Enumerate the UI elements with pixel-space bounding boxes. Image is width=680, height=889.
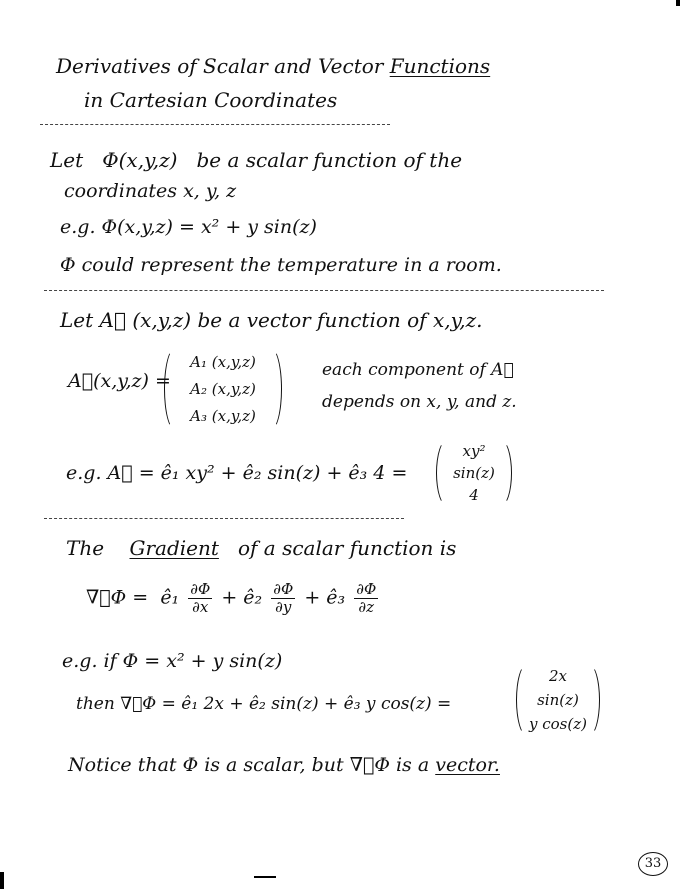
title-line-1-text: Derivatives of Scalar and Vector bbox=[56, 54, 384, 78]
temperature-note: Φ could represent the temperature in a room. bbox=[60, 254, 502, 276]
partial-x: ∂x bbox=[192, 598, 209, 616]
unit-vector-e2: + ê₂ bbox=[221, 586, 263, 609]
component-a1: A₁ (x,y,z) bbox=[190, 352, 256, 371]
vector-definition-line: Let A⃗ (x,y,z) be a vector function of x,y,z. bbox=[60, 308, 483, 332]
partial-y-fraction bbox=[271, 582, 295, 615]
partial-z: ∂z bbox=[358, 598, 375, 616]
gradient-example-column bbox=[516, 664, 600, 736]
gradient-formula bbox=[86, 582, 381, 615]
gradient-definition-rest: of a scalar function is bbox=[238, 536, 457, 560]
example-entry-2: sin(z) bbox=[453, 464, 495, 482]
divider bbox=[44, 518, 404, 519]
vector-components-column bbox=[164, 348, 282, 430]
notice-line bbox=[68, 756, 500, 775]
vector-word: vector. bbox=[435, 754, 500, 776]
gradient-word: Gradient bbox=[129, 536, 219, 560]
scalar-definition-rest: be a scalar function of the bbox=[196, 148, 463, 172]
example-entry-1: xy² bbox=[462, 442, 486, 460]
title-functions-word: Functions bbox=[389, 54, 491, 78]
phi-of-xyz: Φ(x,y,z) bbox=[102, 148, 178, 172]
left-paren bbox=[436, 440, 454, 506]
scan-edge-mark bbox=[676, 0, 680, 6]
partial-x-fraction bbox=[188, 582, 212, 615]
components-note-2: depends on x, y, and z. bbox=[322, 392, 517, 412]
left-paren bbox=[164, 348, 182, 430]
partial-phi: ∂Φ bbox=[356, 580, 377, 598]
partial-y: ∂y bbox=[275, 598, 292, 616]
partial-phi: ∂Φ bbox=[273, 580, 294, 598]
gradient-example-if: e.g. if Φ = x² + y sin(z) bbox=[62, 650, 283, 672]
divider bbox=[44, 290, 604, 291]
scan-edge-mark bbox=[254, 876, 276, 878]
partial-z-fraction bbox=[354, 582, 378, 615]
scan-edge-mark bbox=[0, 872, 4, 889]
gradient-example-then: then ∇⃗Φ = ê₁ 2x + ê₂ sin(z) + ê₃ y cos(z) = bbox=[76, 694, 452, 714]
page-number: 33 bbox=[638, 852, 668, 876]
gradient-entry-3: y cos(z) bbox=[529, 715, 587, 733]
left-paren bbox=[516, 664, 534, 736]
unit-vector-e3: + ê₃ bbox=[304, 586, 346, 609]
components-note-1: each component of A⃗ bbox=[322, 360, 514, 380]
partial-phi: ∂Φ bbox=[190, 580, 211, 598]
scalar-definition-line bbox=[50, 150, 462, 170]
component-a2: A₂ (x,y,z) bbox=[190, 379, 256, 398]
the-word: The bbox=[66, 536, 105, 560]
title-line-1 bbox=[56, 56, 490, 76]
gradient-entry-2: sin(z) bbox=[537, 691, 579, 709]
scalar-example: e.g. Φ(x,y,z) = x² + y sin(z) bbox=[60, 216, 317, 238]
example-entry-3: 4 bbox=[469, 486, 479, 504]
gradient-definition-line bbox=[66, 538, 456, 558]
let-word: Let bbox=[50, 148, 84, 172]
vector-example: e.g. A⃗ = ê₁ xy² + ê₂ sin(z) + ê₃ 4 = bbox=[66, 462, 408, 484]
vector-example-column bbox=[436, 440, 512, 506]
gradient-entry-1: 2x bbox=[548, 667, 567, 685]
notice-text: Notice that Φ is a scalar, but ∇⃗Φ is a bbox=[68, 754, 430, 776]
coordinates-line: coordinates x, y, z bbox=[64, 180, 237, 202]
divider bbox=[40, 124, 390, 125]
title-line-2: in Cartesian Coordinates bbox=[84, 88, 338, 112]
vector-lhs: A⃗(x,y,z) = bbox=[68, 370, 171, 392]
gradient-lhs: ∇⃗Φ = bbox=[86, 586, 149, 609]
component-a3: A₃ (x,y,z) bbox=[190, 407, 256, 426]
unit-vector-e1: ê₁ bbox=[160, 586, 180, 609]
